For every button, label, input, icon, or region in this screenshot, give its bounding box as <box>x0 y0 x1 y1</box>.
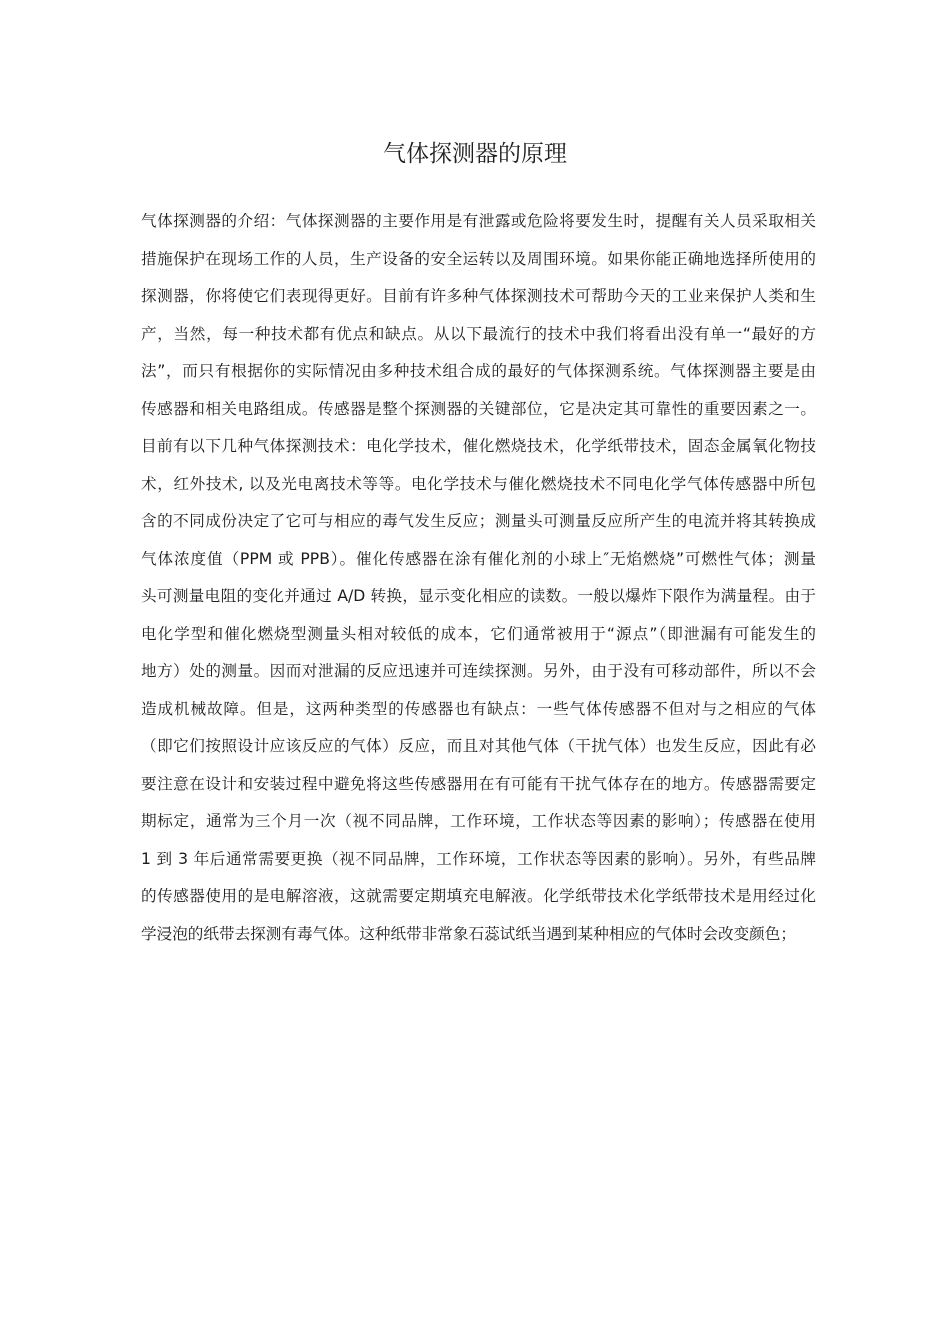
body-line: 1 到 3 年后通常需要更换（视不同品牌，工作环境，工作状态等因素的影响）。另外，有些品牌 <box>141 849 816 868</box>
document-title: 气体探测器的原理 <box>383 141 567 167</box>
body-line: 气体浓度值（PPM 或 PPB）。催化传感器在涂有催化剂的小球上″无焰燃烧”可燃性气体；测量 <box>141 549 816 568</box>
body-line: 气体探测器的介绍：气体探测器的主要作用是有泄露或危险将要发生时，提醒有关人员采取相关 <box>141 212 816 230</box>
body-line: 含的不同成份决定了它可与相应的毒气发生反应；测量头可测量反应所产生的电流并将其转换成 <box>141 512 816 530</box>
body-line: 术，红外技术, 以及光电离技术等等。电化学技术与催化燃烧技术不同电化学气体传感器中所包 <box>141 474 816 493</box>
body-line: 产，当然，每一种技术都有优点和缺点。从以下最流行的技术中我们将看出没有单一“最好的方 <box>141 324 816 343</box>
body-line: 措施保护在现场工作的人员，生产设备的安全运转以及周围环境。如果你能正确地选择所使用的 <box>141 249 816 268</box>
body-line: 的传感器使用的是电解溶液，这就需要定期填充电解液。化学纸带技术化学纸带技术是用经过化 <box>141 887 816 905</box>
body-line: 目前有以下几种气体探测技术：电化学技术，催化燃烧技术，化学纸带技术，固态金属氧化物技 <box>141 437 816 455</box>
body-line: 探测器，你将使它们表现得更好。目前有许多种气体探测技术可帮助今天的工业来保护人类和生 <box>141 287 816 305</box>
body-line: 传感器和相关电路组成。传感器是整个探测器的关键部位，它是决定其可靠性的重要因素之一。 <box>141 399 816 418</box>
body-line: 地方）处的测量。因而对泄漏的反应迅速并可连续探测。另外，由于没有可移动部件，所以不会 <box>141 662 816 680</box>
body-line: 造成机械故障。但是，这两种类型的传感器也有缺点：一些气体传感器不但对与之相应的气体 <box>141 699 816 718</box>
document-body <box>141 203 816 953</box>
body-line: 学浸泡的纸带去探测有毒气体。这种纸带非常象石蕊试纸当遇到某种相应的气体时会改变颜色； <box>141 924 796 943</box>
body-line: 电化学型和催化燃烧型测量头相对较低的成本，它们通常被用于“源点”（即泄漏有可能发生的 <box>141 624 816 643</box>
body-line: 法”，而只有根据你的实际情况由多种技术组合成的最好的气体探测系统。气体探测器主要是由 <box>141 362 816 380</box>
body-line: 头可测量电阻的变化并通过 A/D 转换，显示变化相应的读数。一般以爆炸下限作为满量程。由于 <box>141 587 816 605</box>
body-line: 要注意在设计和安装过程中避免将这些传感器用在有可能有干扰气体存在的地方。传感器需要定 <box>141 774 816 793</box>
body-line: （即它们按照设计应该反应的气体）反应，而且对其他气体（干扰气体）也发生反应，因此有必 <box>141 737 816 755</box>
body-line: 期标定，通常为三个月一次（视不同品牌，工作环境，工作状态等因素的影响）；传感器在使用 <box>141 812 816 830</box>
